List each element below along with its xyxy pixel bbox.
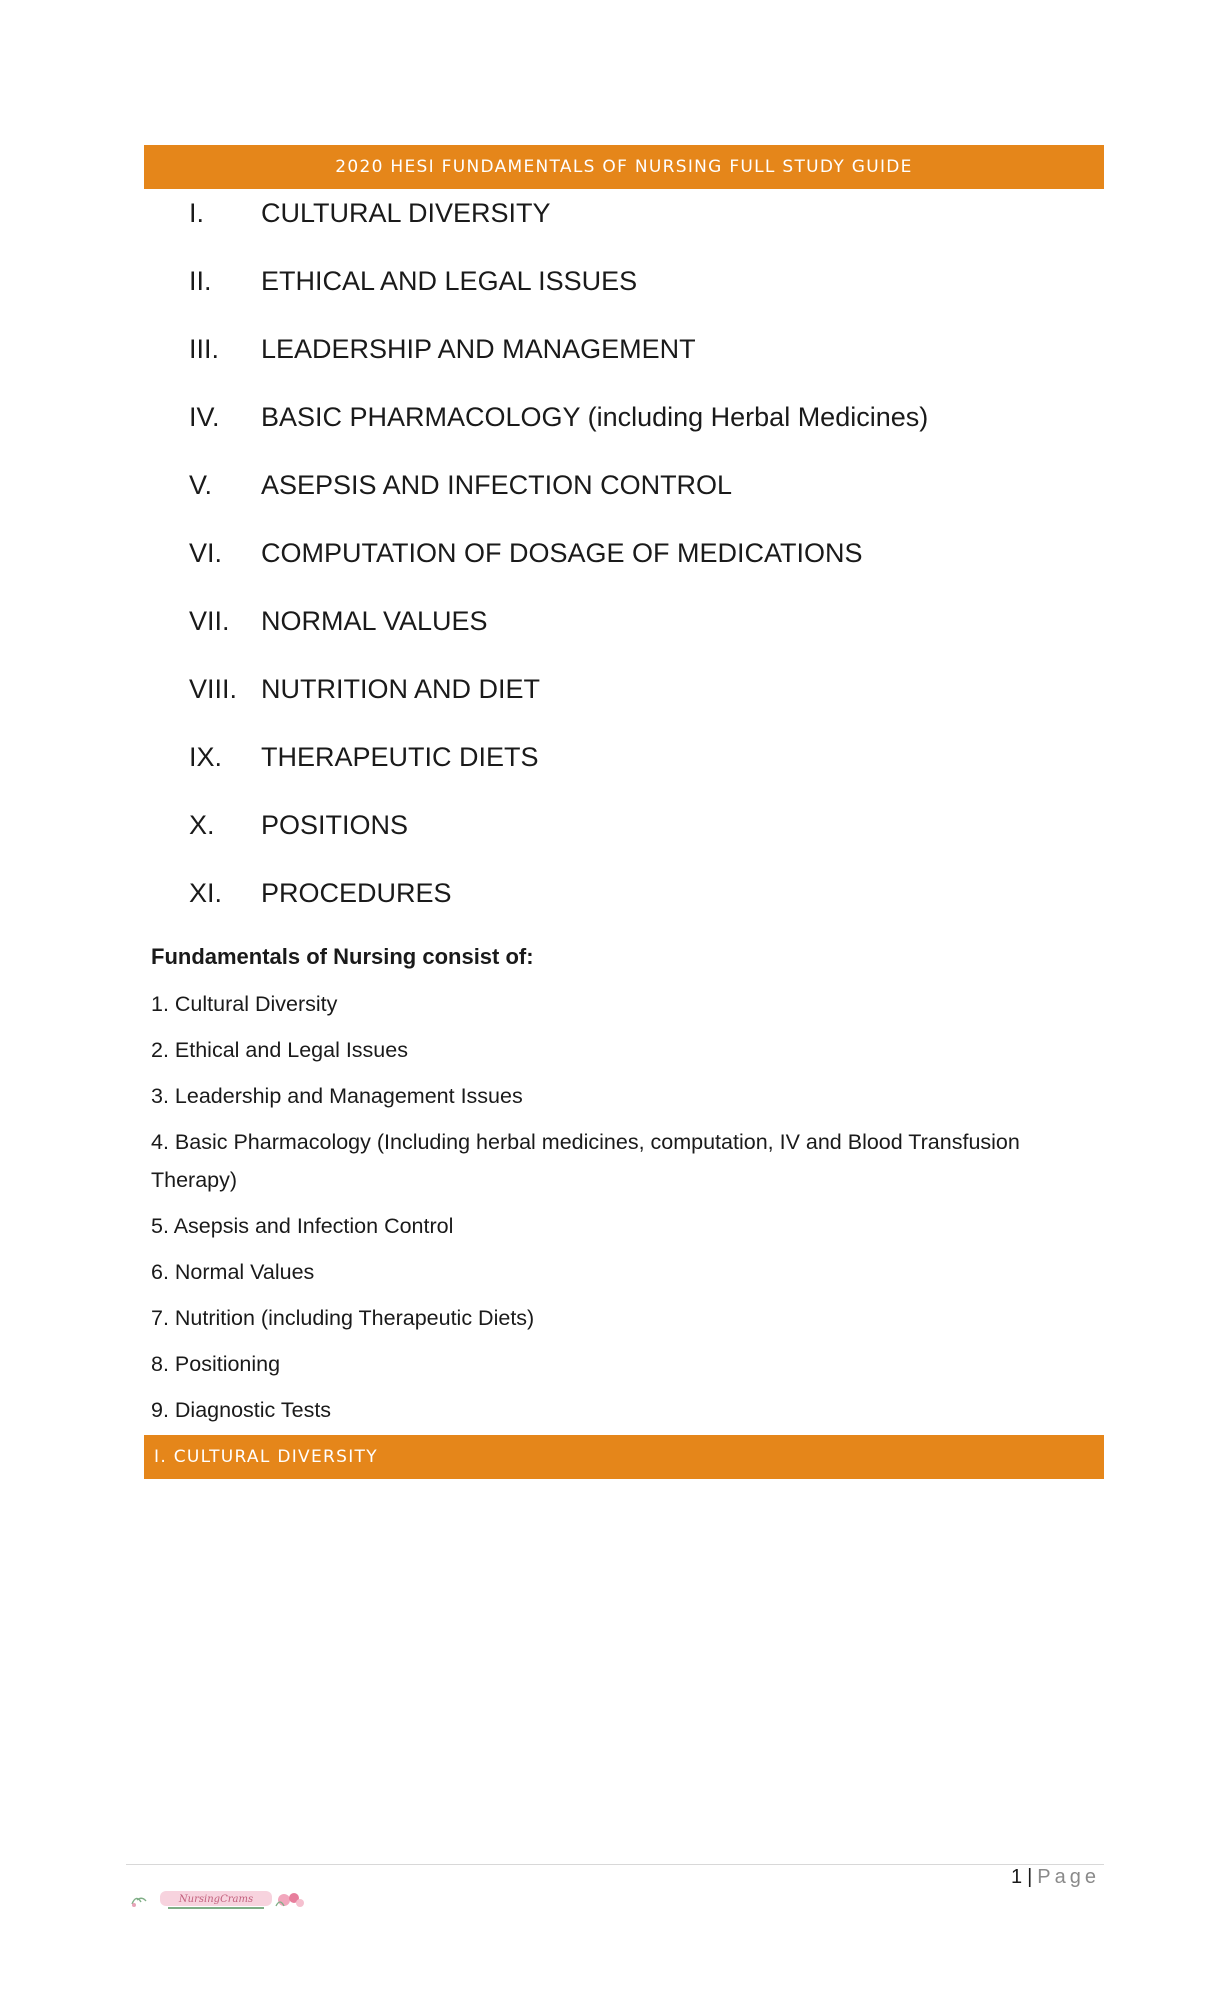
toc-item: [144, 186, 1104, 254]
toc-item: [144, 526, 1104, 594]
footer-divider: [126, 1864, 1104, 1865]
intro-heading: Fundamentals of Nursing consist of:: [151, 944, 534, 969]
toc-number: IV.: [189, 402, 220, 432]
section-title: I. CULTURAL DIVERSITY: [154, 1447, 378, 1467]
toc-text: LEADERSHIP AND MANAGEMENT: [261, 334, 696, 364]
toc-item: [144, 730, 1104, 798]
toc-text: BASIC PHARMACOLOGY (including Herbal Medicines): [261, 402, 929, 432]
page-number: [1011, 1866, 1100, 1889]
list-item: 7. Nutrition (including Therapeutic Diets): [151, 1306, 535, 1330]
header-title: 2020 HESI FUNDAMENTALS OF NURSING FULL STUDY GUIDE: [335, 157, 913, 177]
toc-item: [144, 866, 1104, 934]
toc-text: COMPUTATION OF DOSAGE OF MEDICATIONS: [261, 538, 863, 568]
toc-number: II.: [189, 266, 212, 296]
toc-item: [144, 594, 1104, 662]
toc-text: NORMAL VALUES: [261, 606, 488, 636]
header-banner: [144, 145, 1104, 189]
toc-number: III.: [189, 334, 220, 364]
toc-number: IX.: [189, 742, 223, 772]
table-of-contents: [144, 186, 1104, 934]
toc-text: ASEPSIS AND INFECTION CONTROL: [261, 470, 733, 500]
toc-text: NUTRITION AND DIET: [261, 674, 541, 704]
list-item: 9. Diagnostic Tests: [151, 1398, 332, 1422]
toc-item: [144, 798, 1104, 866]
list-item: 5. Asepsis and Infection Control: [151, 1214, 454, 1238]
list-item: 1. Cultural Diversity: [151, 992, 338, 1016]
toc-number: VIII.: [189, 674, 238, 704]
toc-number: VI.: [189, 538, 223, 568]
toc-number: I.: [189, 198, 205, 228]
list-item: 6. Normal Values: [151, 1260, 315, 1284]
toc-text: THERAPEUTIC DIETS: [261, 742, 539, 772]
toc-text: POSITIONS: [261, 810, 409, 840]
toc-text: PROCEDURES: [261, 878, 452, 908]
toc-item: [144, 458, 1104, 526]
toc-number: V.: [189, 470, 213, 500]
page-number-value: 1: [1010, 1866, 1024, 1888]
list-item: 4. Basic Pharmacology (Including herbal medicines, computation, IV and Blood Transfusion Therapy): [151, 1130, 1020, 1192]
fundamentals-list: [151, 985, 1051, 1437]
list-item: 8. Positioning: [151, 1352, 281, 1376]
toc-number: XI.: [189, 878, 223, 908]
toc-text: ETHICAL AND LEGAL ISSUES: [261, 266, 638, 296]
toc-number: VII.: [189, 606, 230, 636]
toc-text: CULTURAL DIVERSITY: [261, 198, 551, 228]
section-banner: [144, 1435, 1104, 1479]
list-item: 3. Leadership and Management Issues: [151, 1084, 523, 1108]
nursing-crams-logo: [128, 1886, 308, 1912]
toc-item: [144, 322, 1104, 390]
page-label: Page: [1037, 1866, 1100, 1888]
list-item: 2. Ethical and Legal Issues: [151, 1038, 408, 1062]
page-number-separator: |: [1027, 1866, 1034, 1888]
toc-item: [144, 662, 1104, 730]
toc-item: [144, 254, 1104, 322]
toc-number: X.: [189, 810, 215, 840]
toc-item: [144, 390, 1104, 458]
svg-text:NursingCrams: NursingCrams: [178, 1894, 254, 1905]
